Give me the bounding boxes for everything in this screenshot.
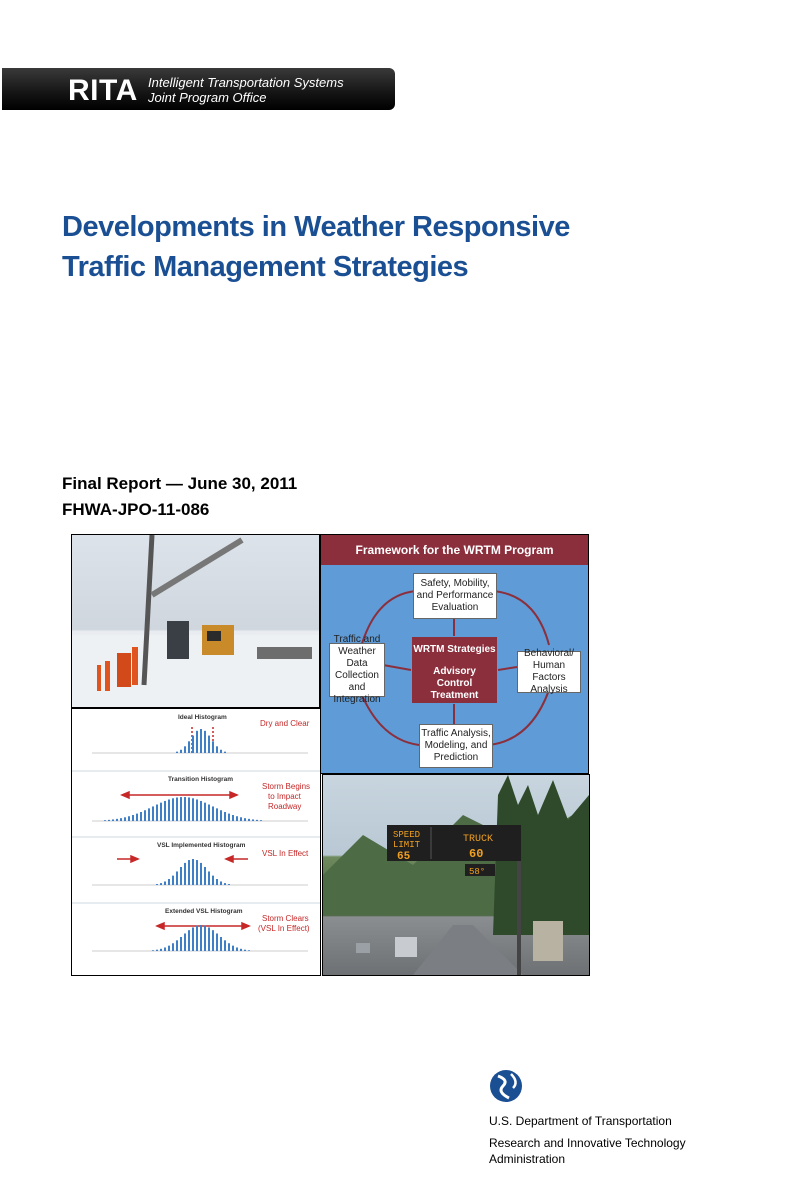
report-title <box>62 207 662 287</box>
histogram-bar <box>172 798 174 821</box>
histogram-bar <box>248 950 250 951</box>
histogram-bar <box>184 797 186 821</box>
histogram-note: (VSL In Effect) <box>258 924 310 933</box>
histogram-bar <box>204 803 206 821</box>
sign-truck-label: TRUCK <box>463 834 494 845</box>
histogram-bar <box>228 943 230 951</box>
histogram-bar <box>212 741 214 753</box>
banner-subtitle-line2: Joint Program Office <box>148 90 267 105</box>
histogram-bar <box>216 879 218 885</box>
histogram-bar <box>216 933 218 951</box>
histogram-bar <box>116 819 118 821</box>
rita-banner <box>2 68 395 110</box>
histogram-bar <box>136 814 138 821</box>
histogram-bar <box>244 818 246 821</box>
vsl-highway-photo <box>322 774 590 976</box>
histogram-note: VSL In Effect <box>262 849 309 858</box>
histogram-bar <box>176 752 178 753</box>
histogram-bar <box>180 750 182 753</box>
sign-temp: 58° <box>469 867 486 877</box>
histogram-bar <box>232 946 234 951</box>
snow-road-illustration <box>72 535 319 707</box>
histogram-bar <box>204 926 206 951</box>
framework-box-data-collection: Traffic and Weather Data Collection and Integration <box>329 643 385 697</box>
histogram-bar <box>224 940 226 951</box>
histogram-bar <box>128 816 130 821</box>
sign-truck-value: 60 <box>469 847 484 861</box>
histogram-bar <box>248 819 250 821</box>
histogram-title: Transition Histogram <box>168 776 234 783</box>
histogram-note: Storm Begins <box>262 782 311 791</box>
histogram-bar <box>176 871 178 885</box>
histogram-bar <box>160 883 162 885</box>
histogram-bar <box>252 819 254 821</box>
banner-subtitle-line1: Intelligent Transportation Systems <box>148 75 344 90</box>
histogram-bar <box>192 927 194 951</box>
dot-admin-line2: Administration <box>489 1152 566 1166</box>
histogram-bar <box>104 820 106 821</box>
histogram-bar <box>228 884 230 885</box>
framework-title: Framework for the WRTM Program <box>321 535 588 565</box>
histogram-bar <box>188 741 190 753</box>
histogram-bar <box>240 949 242 951</box>
histogram-bar <box>200 801 202 821</box>
histogram-bar <box>228 814 230 821</box>
histogram-bar <box>244 950 246 951</box>
histogram-bar <box>208 927 210 951</box>
framework-box-evaluation: Safety, Mobility, and Performance Evaluation <box>413 573 497 619</box>
histogram-note: Roadway <box>268 802 302 811</box>
histogram-bar <box>196 860 198 885</box>
histogram-bar <box>164 881 166 885</box>
dot-logo <box>489 1068 523 1109</box>
sign-speed-value: 65 <box>397 851 411 863</box>
histogram-bar <box>156 950 158 951</box>
histogram-title: Ideal Histogram <box>178 714 227 721</box>
histogram-bar <box>216 808 218 821</box>
histogram-bar <box>220 881 222 885</box>
histogram-bar <box>200 863 202 885</box>
histogram-bar <box>152 806 154 821</box>
histogram-bar <box>160 949 162 951</box>
histogram-bar <box>216 746 218 753</box>
histogram-bar <box>108 820 110 821</box>
sign-speed-line2: LIMIT <box>393 840 421 850</box>
histogram-bar <box>196 799 198 821</box>
histogram-bar <box>232 815 234 821</box>
report-number: FHWA-JPO-11-086 <box>62 500 210 519</box>
histogram-bar <box>208 805 210 821</box>
cover-collage <box>71 534 588 975</box>
report-date: Final Report — June 30, 2011 <box>62 474 298 493</box>
sign-speed-line1: SPEED <box>393 830 421 840</box>
histogram-bar <box>112 819 114 821</box>
histogram-bar <box>212 876 214 885</box>
histogram-bar <box>168 946 170 951</box>
histogram-bar <box>160 803 162 821</box>
histogram-bar <box>164 801 166 821</box>
framework-center-item: Control <box>436 678 473 689</box>
histogram-bar <box>224 812 226 821</box>
histogram-bar <box>144 810 146 821</box>
histogram-bar <box>204 867 206 885</box>
histogram-bar <box>236 947 238 951</box>
histogram-bar <box>164 947 166 951</box>
vsl-highway-illustration <box>323 775 589 975</box>
framework-box-human-factors: Behavioral/ Human Factors Analysis <box>517 651 581 693</box>
snow-road-photo <box>71 534 320 708</box>
histogram-bar <box>120 818 122 821</box>
dot-admin-line1: Research and Innovative Technology <box>489 1136 686 1150</box>
histogram-bar <box>176 797 178 821</box>
histogram-bar <box>260 820 262 821</box>
histogram-bar <box>220 810 222 821</box>
histogram-bar <box>188 930 190 951</box>
histogram-bar <box>204 731 206 753</box>
histogram-bar <box>172 943 174 951</box>
histogram-bar <box>192 736 194 753</box>
histogram-bar <box>124 817 126 821</box>
rita-logo-text: RITA <box>68 74 138 107</box>
title-line2: Traffic Management Strategies <box>62 251 469 283</box>
histogram-bar <box>208 736 210 753</box>
histogram-bar <box>140 812 142 821</box>
histogram-bar <box>212 930 214 951</box>
histogram-bar <box>236 816 238 821</box>
histogram-bar <box>168 799 170 821</box>
framework-center-item: Advisory <box>433 666 476 677</box>
histogram-bar <box>220 937 222 951</box>
histogram-bar <box>224 752 226 753</box>
histogram-bar <box>180 797 182 821</box>
histogram-bar <box>220 750 222 753</box>
histogram-bar <box>188 860 190 885</box>
banner-subtitle <box>148 75 344 105</box>
histogram-title: VSL Implemented Histogram <box>157 842 246 849</box>
histogram-bar <box>200 925 202 951</box>
histogram-bar <box>184 933 186 951</box>
histogram-bar <box>212 806 214 821</box>
histogram-bar <box>172 876 174 885</box>
histogram-bar <box>196 731 198 753</box>
histogram-note: to Impact <box>268 792 301 801</box>
report-meta <box>62 471 297 523</box>
histogram-bar <box>184 746 186 753</box>
histogram-bar <box>156 805 158 821</box>
framework-center-item: Treatment <box>430 690 479 701</box>
histogram-title: Extended VSL Histogram <box>165 908 243 915</box>
histogram-bar <box>180 867 182 885</box>
histogram-bar <box>176 940 178 951</box>
histogram-bar <box>148 808 150 821</box>
histogram-bar <box>168 879 170 885</box>
histogram-bar <box>208 871 210 885</box>
histogram-bar <box>156 884 158 885</box>
histogram-note: Storm Clears <box>262 914 309 923</box>
histogram-bar <box>184 863 186 885</box>
dot-department: U.S. Department of Transportation <box>489 1114 672 1128</box>
histogram-bar <box>196 926 198 951</box>
title-line1: Developments in Weather Responsive <box>62 211 570 243</box>
framework-center-strategies <box>412 637 497 703</box>
histogram-panel <box>71 708 321 976</box>
dot-eagle-icon <box>489 1068 523 1104</box>
histogram-bar <box>180 937 182 951</box>
histogram-bar <box>188 797 190 821</box>
histogram-bar <box>200 729 202 753</box>
framework-box-analysis: Traffic Analysis, Modeling, and Prediction <box>419 724 493 768</box>
histogram-bar <box>192 859 194 885</box>
histogram-panel-graphic <box>72 709 320 975</box>
wrtm-framework-diagram <box>320 534 589 774</box>
histogram-bar <box>132 815 134 821</box>
histogram-bar <box>192 798 194 821</box>
histogram-note: Dry and Clear <box>260 719 310 728</box>
framework-center-title: WRTM Strategies <box>413 644 496 655</box>
histogram-bar <box>224 883 226 885</box>
histogram-bar <box>152 950 154 951</box>
histogram-bar <box>256 820 258 821</box>
dot-identity <box>489 1113 686 1167</box>
histogram-bar <box>240 817 242 821</box>
